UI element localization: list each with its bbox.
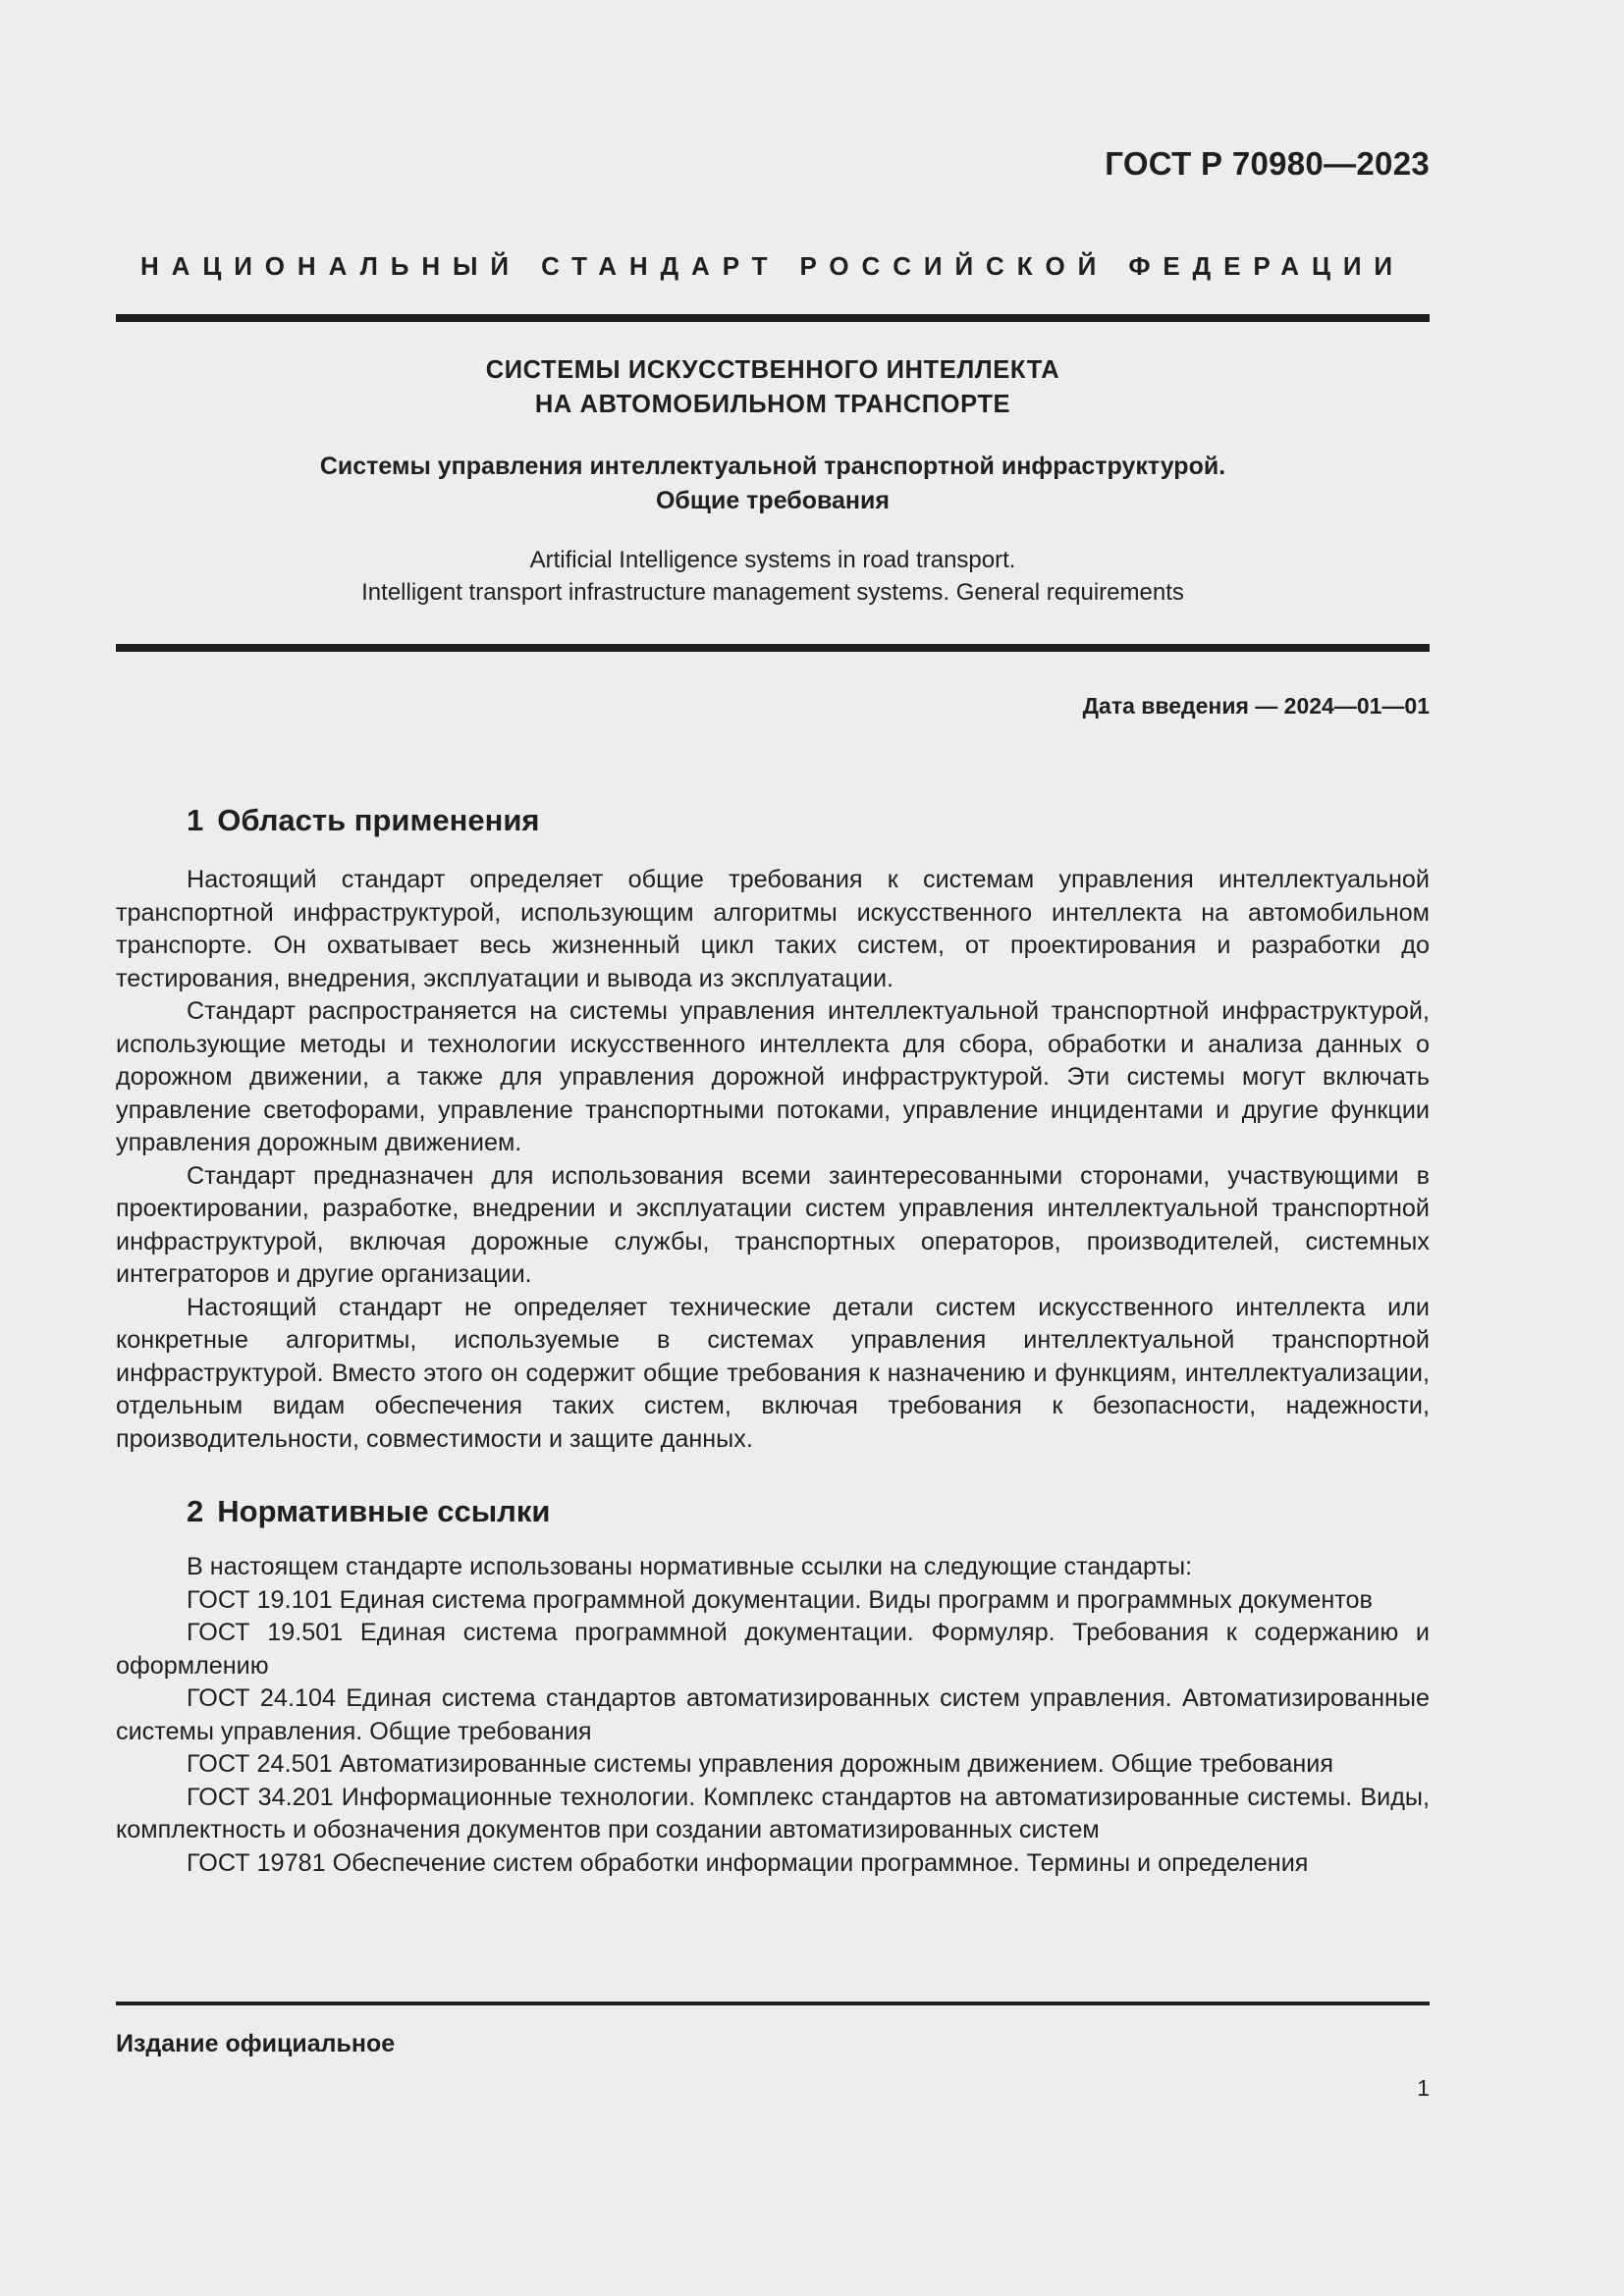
reference-item: ГОСТ 24.501 Автоматизированные системы управления дорожным движением. Общие требования [187, 1750, 1333, 1778]
official-edition-label: Издание официальное [116, 2030, 396, 2057]
top-rule [116, 314, 1430, 322]
paragraph: В настоящем стандарте использованы нормативные ссылки на следующие стандарты: [187, 1553, 1193, 1580]
paragraph: Стандарт распространяется на системы управления интеллектуальной транспортной инфраструктурой, использующие методы и технологии искусственного интеллекта для сбора, обработки и анализа данных о дорожном движении, а также для управления дорожной инфраструктурой. Эти системы могут включать управление светофорами, управление транспортными потоками, управление инцидентами и другие функции управления дорожным движением. [116, 997, 1430, 1156]
reference-item: ГОСТ 19.501 Единая система программной документации. Формуляр. Требования к содержанию и оформлению [116, 1619, 1430, 1680]
standard-subtitle [116, 450, 1430, 518]
document-page [116, 0, 1430, 2296]
english-title-line: Intelligent transport infrastructure management systems. General requirements [361, 579, 1184, 606]
subtitle-line: Общие требования [655, 487, 890, 514]
reference-item: ГОСТ 34.201 Информационные технологии. Комплекс стандартов на автоматизированные системы. Виды, комплектность и обозначения документов при создании автоматизированных систем [116, 1783, 1430, 1843]
standard-title [116, 353, 1430, 422]
title-line: СИСТЕМЫ ИСКУССТВЕННОГО ИНТЕЛЛЕКТА [485, 356, 1060, 384]
footer-rule [116, 2002, 1430, 2005]
section-body [116, 864, 1430, 1456]
page-number: 1 [1417, 2075, 1430, 2101]
section-body [116, 1551, 1430, 1880]
title-line: НА АВТОМОБИЛЬНОМ ТРАНСПОРТЕ [534, 391, 1011, 418]
national-standard-heading: НАЦИОНАЛЬНЫЙ СТАНДАРТ РОССИЙСКОЙ ФЕДЕРАЦИИ [139, 251, 1406, 281]
reference-item: ГОСТ 24.104 Единая система стандартов автоматизированных систем управления. Автоматизированные системы управления. Общие требования [116, 1684, 1430, 1745]
section-number: 2 [187, 1494, 204, 1528]
paragraph: Настоящий стандарт не определяет технические детали систем искусственного интеллекта или конкретные алгоритмы, используемые в системах управления интеллектуальной транспортной инфраструктурой. Вместо этого он содержит общие требования к назначению и функциям, интеллектуализации, отдельным видам обеспечения таких систем, включая требования к безопасности, надежности, производительности, совместимости и защите данных. [116, 1293, 1430, 1453]
section-number: 1 [187, 803, 204, 837]
bottom-title-rule [116, 644, 1430, 652]
section-title: Область применения [217, 803, 540, 837]
paragraph: Настоящий стандарт определяет общие требования к системам управления интеллектуальной транспортной инфраструктурой, использующим алгоритмы искусственного интеллекта на автомобильном транспорте. Он охватывает весь жизненный цикл таких систем, от проектирования и разработки до тестирования, внедрения, эксплуатации и вывода из эксплуатации. [116, 866, 1430, 992]
paragraph: Стандарт предназначен для использования всеми заинтересованными сторонами, участвующими в проектировании, разработке, внедрении и эксплуатации систем управления интеллектуальной транспортной инфраструктурой, включая дорожные службы, транспортных операторов, производителей, системных интеграторов и другие организации. [116, 1161, 1430, 1288]
english-title [116, 544, 1430, 609]
section-heading [187, 803, 540, 838]
section-title: Нормативные ссылки [217, 1494, 551, 1528]
reference-item: ГОСТ 19.101 Единая система программной документации. Виды программ и программных документов [187, 1585, 1373, 1614]
reference-item: ГОСТ 19781 Обеспечение систем обработки информации программное. Термины и определения [187, 1848, 1309, 1877]
subtitle-line: Системы управления интеллектуальной транспортной инфраструктурой. [319, 453, 1226, 480]
gost-number: ГОСТ Р 70980—2023 [1105, 145, 1430, 182]
introduction-date: Дата введения — 2024—01—01 [1082, 693, 1430, 719]
section-heading [187, 1494, 550, 1529]
english-title-line: Artificial Intelligence systems in road transport. [529, 547, 1016, 573]
